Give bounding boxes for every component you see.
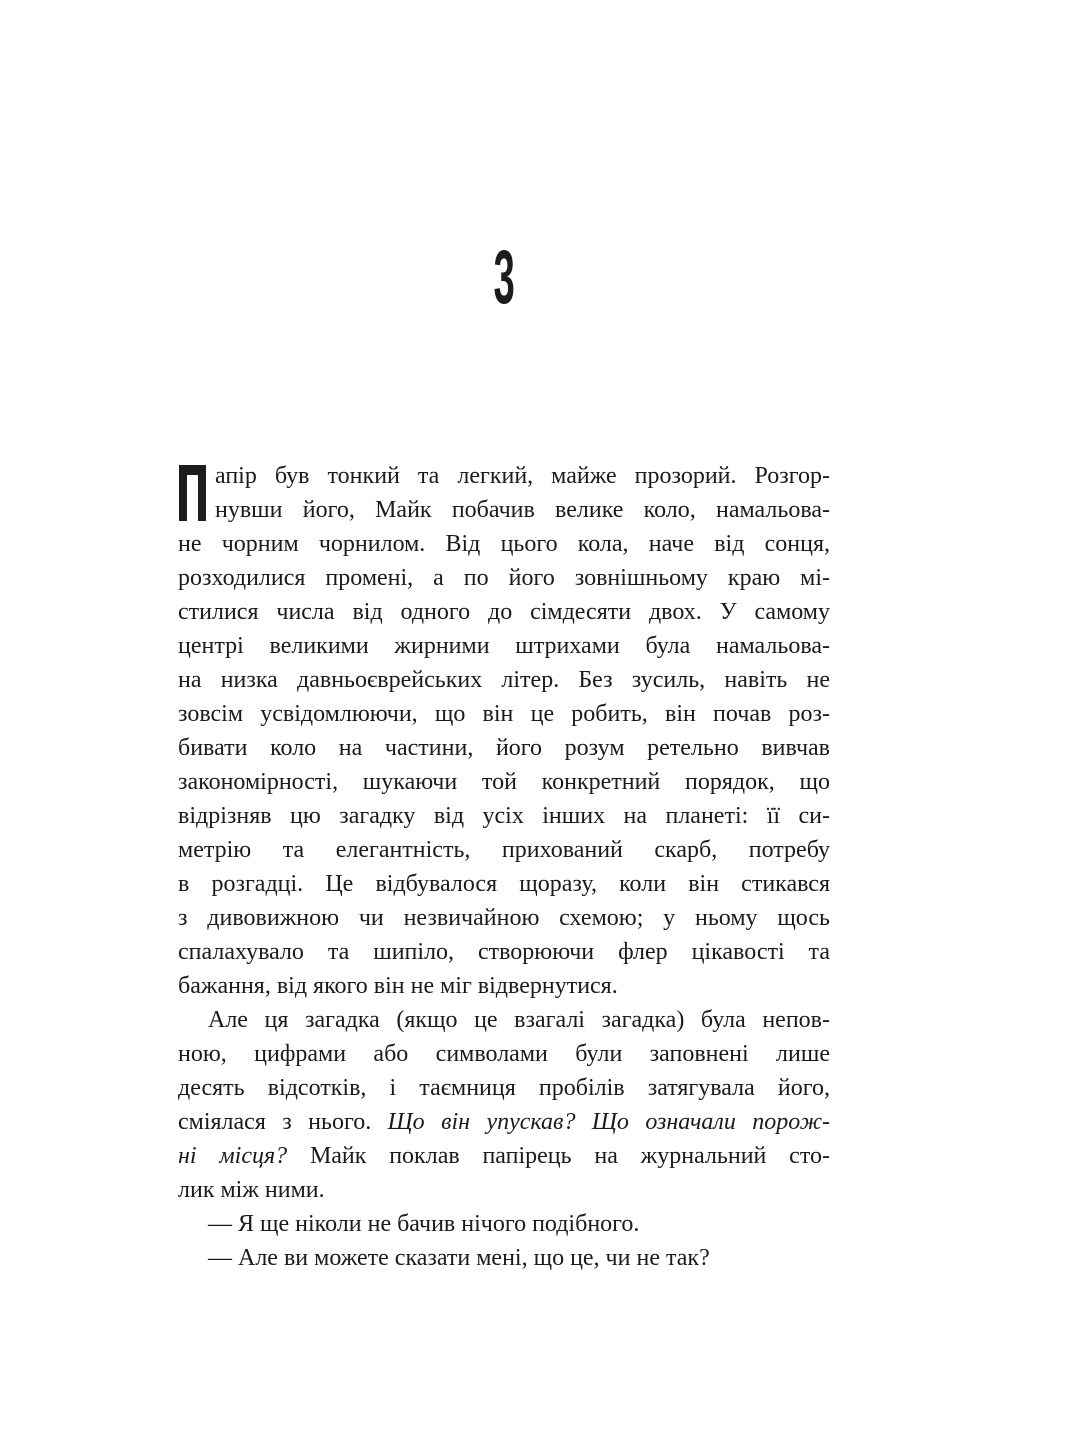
text-segment: закономірності, шукаючи той конкретний порядок, що (178, 769, 830, 795)
chapter-number-digit: 3 (493, 235, 515, 320)
text-segment: спалахувало та шипіло, створюючи флер цікавості та (178, 939, 830, 965)
text-line (178, 663, 830, 697)
text-segment: стилися числа від одного до сімдесяти двох. У самому (178, 599, 830, 625)
text-segment: Але ця загадка (якщо це взагалі загадка) була непов- (208, 1007, 830, 1033)
paragraph (178, 1207, 830, 1241)
text-line (178, 1003, 830, 1037)
text-line (178, 1173, 830, 1207)
text-line (178, 1241, 830, 1275)
text-segment: ною, цифрами або символами були заповнені лише (178, 1041, 830, 1067)
text-segment: — Але ви можете сказати мені, що це, чи не так? (208, 1245, 710, 1271)
dropcap-letter (179, 465, 206, 521)
text-segment: відрізняв цю загадку від усіх інших на планеті: її си- (178, 803, 830, 829)
text-segment: лик між ними. (178, 1177, 325, 1203)
text-segment: — Я ще ніколи не бачив нічого подібного. (208, 1211, 640, 1237)
text-segment: зовсім усвідомлюючи, що він це робить, він почав роз- (178, 701, 830, 727)
text-line (178, 697, 830, 731)
text-segment: апір був тонкий та легкий, майже прозорий. Розгор- (215, 463, 830, 489)
text-line (178, 799, 830, 833)
text-line (178, 595, 830, 629)
text-line (178, 1105, 830, 1139)
text-segment: розходилися промені, а по його зовнішньому краю мі- (178, 565, 830, 591)
text-segment: нувши його, Майк побачив велике коло, намальова- (215, 497, 830, 523)
text-line (178, 935, 830, 969)
text-column (178, 0, 830, 1440)
text-line (178, 493, 830, 527)
paragraph (178, 459, 830, 1003)
text-segment: десять відсотків, і таємниця пробілів затягувала його, (178, 1075, 830, 1101)
text-line (178, 901, 830, 935)
text-segment: не чорним чорнилом. Від цього кола, наче від сонця, (178, 531, 830, 557)
text-line (178, 1207, 830, 1241)
text-line (178, 1037, 830, 1071)
italic-text-segment: Що він упускав? Що означали порож- (387, 1109, 831, 1135)
text-segment: бивати коло на частини, його розум ретельно вивчав (178, 735, 830, 761)
paragraph (178, 1241, 830, 1275)
text-segment: сміялася з нього. (178, 1109, 388, 1135)
text-line (178, 629, 830, 663)
text-block (178, 459, 830, 1275)
text-line (178, 731, 830, 765)
paragraph (178, 1003, 830, 1207)
italic-text-segment: ні місця? (178, 1143, 288, 1169)
text-line (178, 1139, 830, 1173)
text-line (178, 833, 830, 867)
text-segment: центрі великими жирними штрихами була намальова- (178, 633, 830, 659)
text-line (178, 459, 830, 493)
text-line (178, 561, 830, 595)
text-segment: метрію та елегантність, прихований скарб, потребу (178, 837, 830, 863)
chapter-number (178, 235, 830, 320)
text-segment: Майк поклав папірець на журнальний сто- (287, 1143, 830, 1169)
text-line (178, 867, 830, 901)
text-segment: бажання, від якого він не міг відвернутися. (178, 973, 618, 999)
text-segment: з дивовижною чи незвичайною схемою; у ньому щось (178, 905, 830, 931)
text-line (178, 527, 830, 561)
text-line (178, 1071, 830, 1105)
text-line (178, 969, 830, 1003)
text-line (178, 765, 830, 799)
text-segment: на низка давньоєврейських літер. Без зусиль, навіть не (178, 667, 830, 693)
text-segment: в розгадці. Це відбувалося щоразу, коли він стикався (178, 871, 830, 897)
